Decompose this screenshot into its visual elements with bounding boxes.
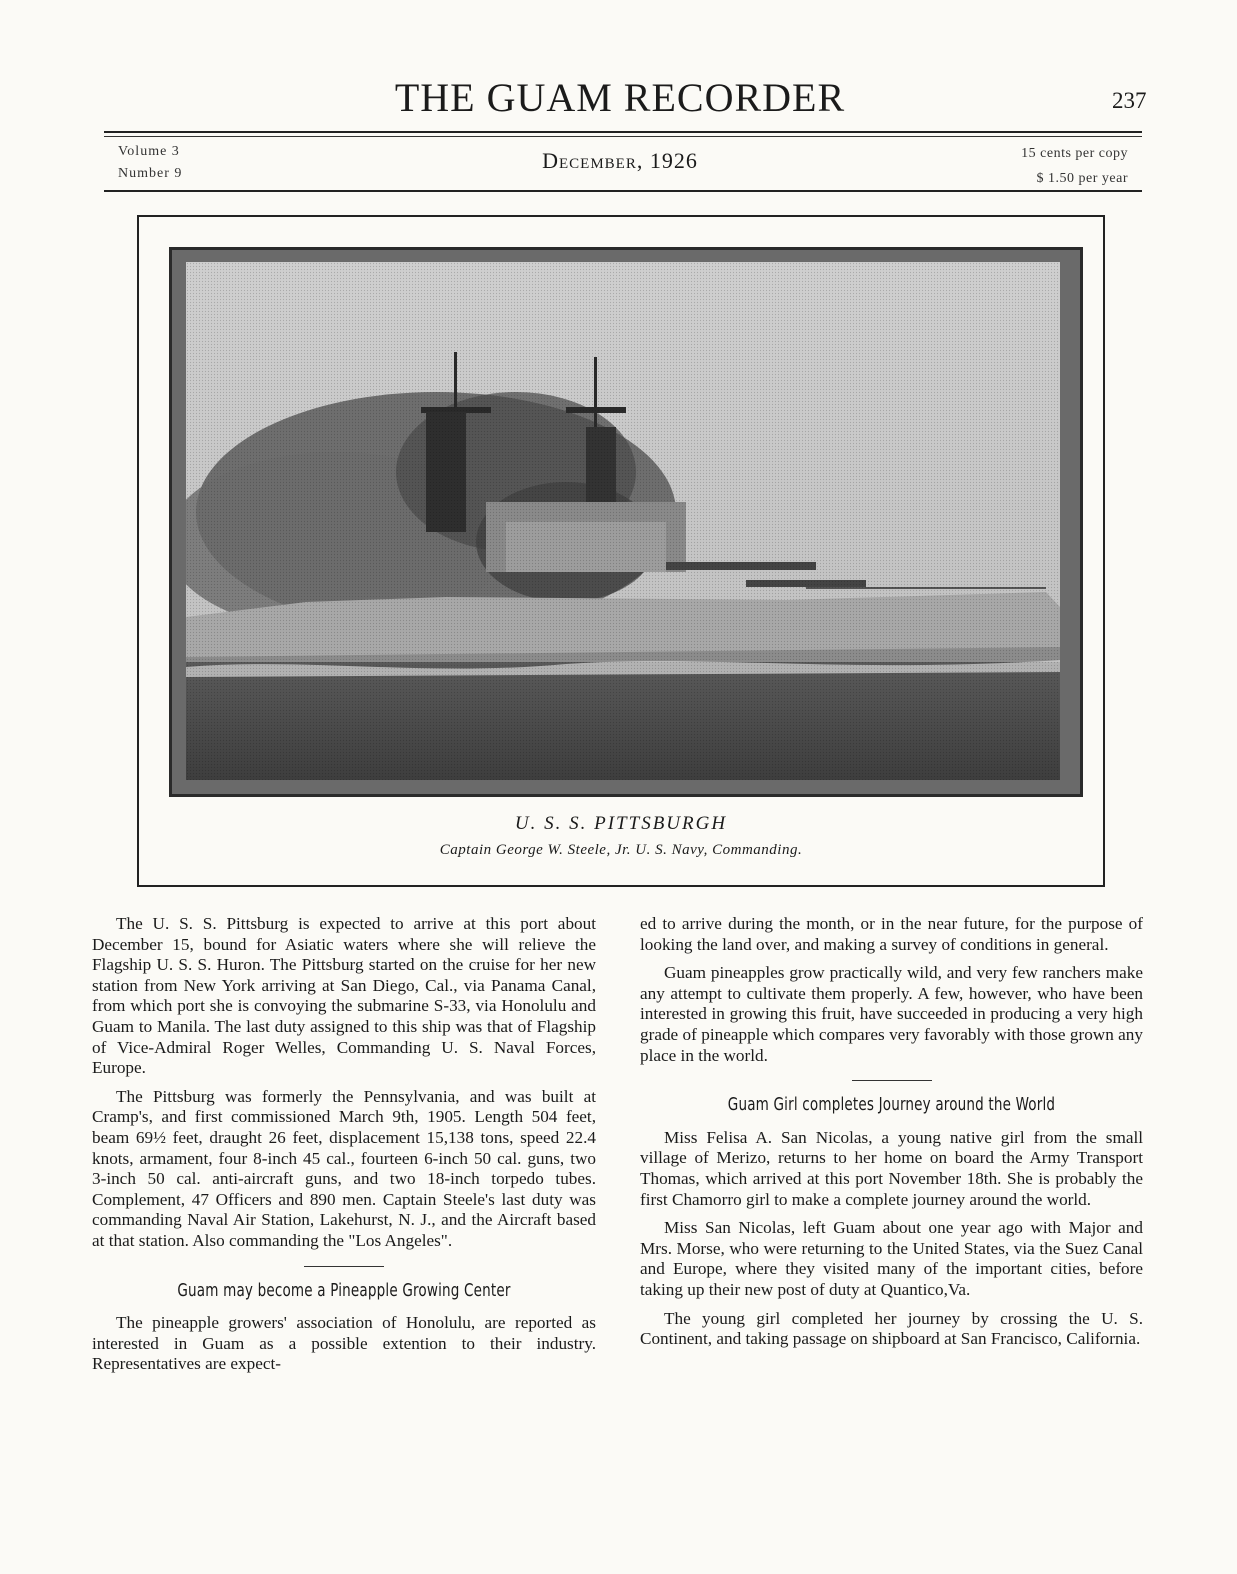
pineapple-paragraph-1-continued: ed to arrive during the month, or in the near future, for the purpose of looking the land over, and making a survey of conditions in general. (640, 914, 1143, 954)
guam-girl-paragraph-1: Miss Felisa A. San Nicolas, a young native girl from the small village of Merizo, returns to her home on board the Army Transport Thomas, which arrived at this port November 18th. She is probably the first Chamorro girl to make a complete journey around the world. (640, 1127, 1143, 1209)
price-per-copy: 15 cents per copy (1021, 146, 1128, 161)
issue-date: December, 1926 (542, 148, 698, 173)
price-per-year: $ 1.50 per year (1036, 171, 1128, 186)
page-number: 237 (1112, 88, 1147, 113)
pineapple-headline: Guam may become a Pineapple Growing Center (177, 1280, 511, 1301)
article-divider (304, 1266, 384, 1267)
masthead-rule-top (104, 131, 1142, 133)
left-column (92, 914, 596, 1383)
masthead-rule-bottom (104, 190, 1142, 192)
pittsburg-paragraph-2: The Pittsburg was formerly the Pennsylvania, and was built at Cramp's, and first commissioned March 9th, 1905. Length 504 feet, beam 69½ feet, draught 26 feet, displacement 15,138 tons, speed 22.4 knots, armament, four 8-inch 45 cal., fourteen 6-inch 50 cal. guns, two 3-inch 50 cal. anti-aircraft guns, and two 18-inch torpedo tubes. Complement, 47 Officers and 890 men. Captain Steele's last duty was commanding Naval Air Station, Lakehurst, N. J., and the Aircraft based at that station. Also commanding the "Los Angeles". (92, 1086, 596, 1250)
guam-girl-paragraph-2: Miss San Nicolas, left Guam about one year ago with Major and Mrs. Morse, who were returning to the United States, via the Suez Canal and Europe, where they visited many of the important cities, before taking up their new post of duty at Quantico,Va. (640, 1218, 1143, 1299)
price-info (960, 141, 1128, 191)
battleship-illustration (186, 262, 1060, 780)
photo-caption-title: U. S. S. PITTSBURGH (514, 813, 728, 834)
masthead-rule-top-thin (104, 136, 1142, 137)
pineapple-paragraph-1-start: The pineapple growers' association of Honolulu, are reported as interested in Guam as a possible extention to their industry. Representatives are expect- (92, 1313, 596, 1374)
battleship-photo (186, 262, 1060, 780)
article-divider (852, 1080, 932, 1081)
publication-title: THE GUAM RECORDER (394, 75, 846, 120)
volume-label: Volume 3 (118, 144, 180, 159)
number-label: Number 9 (118, 166, 183, 181)
guam-girl-headline: Guam Girl completes Journey around the World (727, 1095, 1056, 1116)
pineapple-paragraph-2: Guam pineapples grow practically wild, and very few ranchers make any attempt to cultivate them properly. A few, however, who have been interested in growing this fruit, have succeeded in producing a very high grade of pineapple which compares very favorably with those grown any place in the world. (640, 963, 1143, 1065)
pittsburg-paragraph-1: The U. S. S. Pittsburg is expected to arrive at this port about December 15, bound for Asiatic waters where she will relieve the Flagship U. S. S. Huron. The Pittsburg started on the cruise for her new station from New York arriving at San Diego, Cal., via Panama Canal, from which port she is convoying the submarine S-33, via Honolulu and Guam to Manila. The last duty assigned to this ship was that of Flagship of Vice-Admiral Roger Welles, Commanding U. S. Naval Forces, Europe. (92, 914, 596, 1078)
photo-border (169, 247, 1083, 797)
photo-caption-subtitle: Captain George W. Steele, Jr. U. S. Navy, Commanding. (439, 842, 803, 858)
guam-girl-paragraph-3: The young girl completed her journey by crossing the U. S. Continent, and taking passage on shipboard at San Francisco, California. (640, 1308, 1143, 1349)
volume-info (118, 141, 182, 185)
right-column (640, 914, 1143, 1358)
photo-figure (137, 215, 1105, 887)
